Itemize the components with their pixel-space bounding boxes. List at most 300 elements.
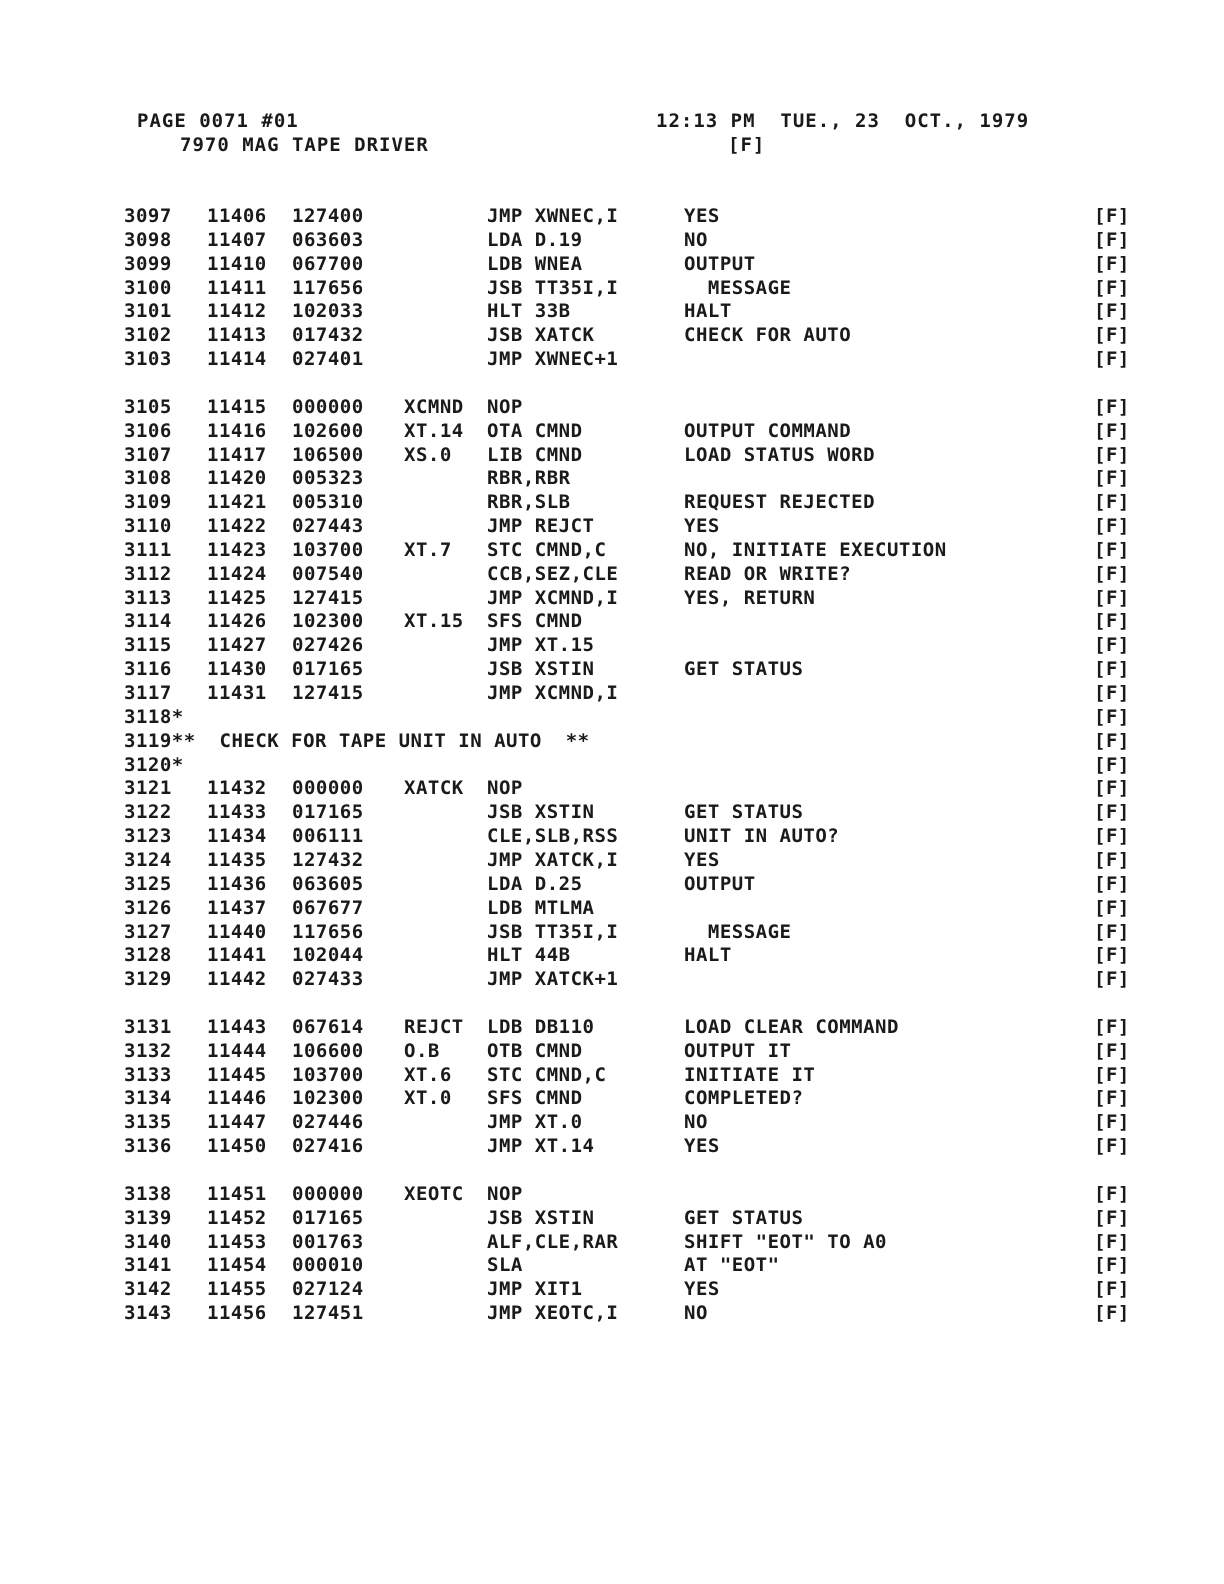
line-address: 11411	[207, 276, 267, 299]
line-comment: OUTPUT IT	[684, 1039, 792, 1062]
line-number: 3100	[124, 276, 172, 299]
line-address: 11454	[207, 1254, 267, 1277]
line-number: 3138	[124, 1182, 172, 1205]
line-flag: [F]	[1094, 1182, 1130, 1205]
listing-line	[0, 323, 1224, 347]
line-instruction: LDA D.25	[487, 872, 583, 895]
line-comment: READ OR WRITE?	[684, 562, 852, 585]
line-address: 11441	[207, 944, 267, 967]
line-number: 3143	[124, 1302, 172, 1325]
line-address: 11423	[207, 538, 267, 561]
listing-line	[0, 609, 1224, 633]
line-remark: 3120*	[124, 753, 184, 776]
line-flag: [F]	[1094, 705, 1130, 728]
line-number: 3115	[124, 634, 172, 657]
line-object-code: 063605	[292, 872, 364, 895]
line-flag: [F]	[1094, 586, 1130, 609]
line-comment: NO	[684, 228, 708, 251]
line-number: 3141	[124, 1254, 172, 1277]
listing-line	[0, 633, 1224, 657]
line-object-code: 067700	[292, 252, 364, 275]
line-comment: LOAD CLEAR COMMAND	[684, 1015, 899, 1038]
line-comment: YES	[684, 1135, 720, 1158]
line-address: 11433	[207, 801, 267, 824]
line-comment: NO	[684, 1302, 708, 1325]
listing-line	[0, 776, 1224, 800]
listing-line	[0, 419, 1224, 443]
line-address: 11447	[207, 1111, 267, 1134]
line-flag: [F]	[1094, 395, 1130, 418]
line-address: 11426	[207, 610, 267, 633]
line-label: XT.6	[404, 1063, 452, 1086]
line-number: 3117	[124, 682, 172, 704]
listing-line	[0, 657, 1224, 681]
listing-line	[0, 466, 1224, 490]
line-object-code: 067614	[292, 1015, 364, 1038]
listing-line	[0, 1230, 1224, 1254]
line-number: 3114	[124, 610, 172, 633]
line-object-code: 001763	[292, 1230, 364, 1253]
line-address: 11414	[207, 348, 267, 371]
line-number: 3111	[124, 538, 172, 561]
line-object-code: 007540	[292, 562, 364, 585]
line-instruction: JSB XSTIN	[487, 801, 595, 824]
line-object-code: 106500	[292, 443, 364, 466]
line-address: 11410	[207, 252, 267, 275]
line-instruction: JMP XWNEC,I	[487, 205, 619, 227]
listing-line	[0, 1253, 1224, 1277]
line-flag: [F]	[1094, 1230, 1130, 1253]
line-object-code: 005323	[292, 467, 364, 490]
line-comment: INITIATE IT	[684, 1063, 816, 1086]
line-comment: OUTPUT COMMAND	[684, 419, 852, 442]
line-object-code: 027426	[292, 634, 364, 657]
line-flag: [F]	[1094, 896, 1130, 919]
line-flag: [F]	[1094, 228, 1130, 251]
line-label: XCMND	[404, 395, 464, 418]
document-title: 7970 MAG TAPE DRIVER	[180, 134, 429, 156]
line-instruction: JMP XT.15	[487, 634, 595, 657]
line-instruction: JMP XT.14	[487, 1135, 595, 1158]
listing-line	[0, 276, 1224, 300]
line-object-code: 000000	[292, 777, 364, 800]
line-comment: HALT	[684, 300, 732, 323]
line-address: 11427	[207, 634, 267, 657]
line-instruction: JMP XCMND,I	[487, 682, 619, 704]
line-number: 3098	[124, 228, 172, 251]
line-comment: MESSAGE	[684, 920, 792, 943]
line-comment: NO	[684, 1111, 708, 1134]
line-flag: [F]	[1094, 634, 1130, 657]
line-instruction: SFS CMND	[487, 1087, 583, 1110]
line-object-code: 106600	[292, 1039, 364, 1062]
line-address: 11435	[207, 848, 267, 871]
line-instruction: JMP XATCK+1	[487, 968, 619, 991]
line-comment: MESSAGE	[684, 276, 792, 299]
line-object-code: 127415	[292, 682, 364, 704]
line-object-code: 000000	[292, 395, 364, 418]
line-flag: [F]	[1094, 825, 1130, 848]
line-number: 3108	[124, 467, 172, 490]
line-object-code: 005310	[292, 491, 364, 514]
line-address: 11432	[207, 777, 267, 800]
line-object-code: 103700	[292, 538, 364, 561]
line-flag: [F]	[1094, 944, 1130, 967]
listing-line	[0, 538, 1224, 562]
line-flag: [F]	[1094, 562, 1130, 585]
line-comment: NO, INITIATE EXECUTION	[684, 538, 947, 561]
listing-line	[0, 562, 1224, 586]
line-address: 11442	[207, 968, 267, 991]
line-comment: OUTPUT	[684, 872, 756, 895]
line-number: 3131	[124, 1015, 172, 1038]
line-address: 11446	[207, 1087, 267, 1110]
listing-line	[0, 347, 1224, 371]
line-address: 11422	[207, 515, 267, 538]
line-object-code: 117656	[292, 920, 364, 943]
line-object-code: 000010	[292, 1254, 364, 1277]
listing-line	[0, 490, 1224, 514]
line-instruction: LDB WNEA	[487, 252, 583, 275]
listing-line	[0, 896, 1224, 920]
listing-line	[0, 1086, 1224, 1110]
line-instruction: JSB XATCK	[487, 324, 595, 347]
line-instruction: LDB MTLMA	[487, 896, 595, 919]
line-instruction: JMP XEOTC,I	[487, 1302, 619, 1325]
page-number: PAGE 0071 #01	[137, 110, 299, 132]
line-address: 11417	[207, 443, 267, 466]
line-instruction: JSB XSTIN	[487, 1206, 595, 1229]
line-flag: [F]	[1094, 1254, 1130, 1277]
line-flag: [F]	[1094, 968, 1130, 991]
line-comment: REQUEST REJECTED	[684, 491, 876, 514]
listing-line	[0, 681, 1224, 705]
line-comment: AT "EOT"	[684, 1254, 780, 1277]
line-address: 11421	[207, 491, 267, 514]
listing-line	[0, 729, 1224, 753]
line-object-code: 027416	[292, 1135, 364, 1158]
listing-line	[0, 1015, 1224, 1039]
line-object-code: 102300	[292, 610, 364, 633]
line-address: 11456	[207, 1302, 267, 1325]
line-comment: YES	[684, 848, 720, 871]
line-object-code: 127415	[292, 586, 364, 609]
line-number: 3139	[124, 1206, 172, 1229]
line-instruction: ALF,CLE,RAR	[487, 1230, 619, 1253]
listing-line	[0, 824, 1224, 848]
line-number: 3129	[124, 968, 172, 991]
line-instruction: RBR,RBR	[487, 467, 571, 490]
line-object-code: 127432	[292, 848, 364, 871]
line-address: 11445	[207, 1063, 267, 1086]
listing-line	[0, 228, 1224, 252]
listing-line	[0, 848, 1224, 872]
line-flag: [F]	[1094, 1206, 1130, 1229]
line-remark: 3118*	[124, 705, 184, 728]
line-flag: [F]	[1094, 753, 1130, 776]
line-flag: [F]	[1094, 1111, 1130, 1134]
line-comment: GET STATUS	[684, 801, 804, 824]
line-instruction: SLA	[487, 1254, 523, 1277]
line-comment: YES	[684, 1278, 720, 1301]
line-flag: [F]	[1094, 443, 1130, 466]
line-label: XT.0	[404, 1087, 452, 1110]
line-flag: [F]	[1094, 658, 1130, 681]
line-instruction: OTB CMND	[487, 1039, 583, 1062]
line-instruction: JMP XIT1	[487, 1278, 583, 1301]
line-flag: [F]	[1094, 538, 1130, 561]
line-flag: [F]	[1094, 300, 1130, 323]
line-address: 11443	[207, 1015, 267, 1038]
line-flag: [F]	[1094, 252, 1130, 275]
line-number: 3127	[124, 920, 172, 943]
line-address: 11437	[207, 896, 267, 919]
listing-line	[0, 705, 1224, 729]
line-address: 11434	[207, 825, 267, 848]
line-address: 11453	[207, 1230, 267, 1253]
line-object-code: 027443	[292, 515, 364, 538]
line-number: 3142	[124, 1278, 172, 1301]
line-comment: YES	[684, 515, 720, 538]
line-address: 11416	[207, 419, 267, 442]
line-number: 3105	[124, 395, 172, 418]
line-comment: CHECK FOR AUTO	[684, 324, 852, 347]
line-address: 11420	[207, 467, 267, 490]
line-number: 3132	[124, 1039, 172, 1062]
listing-line	[0, 753, 1224, 777]
line-flag: [F]	[1094, 1015, 1130, 1038]
listing-line	[0, 204, 1224, 228]
line-instruction: STC CMND,C	[487, 538, 607, 561]
line-instruction: JMP XT.0	[487, 1111, 583, 1134]
line-address: 11425	[207, 586, 267, 609]
listing-line	[0, 299, 1224, 323]
line-flag: [F]	[1094, 276, 1130, 299]
line-instruction: JMP XCMND,I	[487, 586, 619, 609]
line-object-code: 027124	[292, 1278, 364, 1301]
line-label: XS.0	[404, 443, 452, 466]
line-instruction: HLT 44B	[487, 944, 571, 967]
line-flag: [F]	[1094, 348, 1130, 371]
line-address: 11415	[207, 395, 267, 418]
line-number: 3099	[124, 252, 172, 275]
line-address: 11455	[207, 1278, 267, 1301]
line-flag: [F]	[1094, 491, 1130, 514]
line-object-code: 127400	[292, 205, 364, 227]
line-label: REJCT	[404, 1015, 464, 1038]
line-object-code: 017165	[292, 658, 364, 681]
line-object-code: 117656	[292, 276, 364, 299]
line-address: 11413	[207, 324, 267, 347]
line-object-code: 102044	[292, 944, 364, 967]
line-flag: [F]	[1094, 682, 1130, 704]
line-instruction: JSB XSTIN	[487, 658, 595, 681]
line-comment: HALT	[684, 944, 732, 967]
line-number: 3113	[124, 586, 172, 609]
listing-line	[0, 1134, 1224, 1158]
line-flag: [F]	[1094, 1063, 1130, 1086]
line-label: XT.14	[404, 419, 464, 442]
line-comment: GET STATUS	[684, 1206, 804, 1229]
line-instruction: STC CMND,C	[487, 1063, 607, 1086]
line-object-code: 017432	[292, 324, 364, 347]
line-instruction: NOP	[487, 1182, 523, 1205]
listing-line	[0, 252, 1224, 276]
line-label: XEOTC	[404, 1182, 464, 1205]
line-number: 3135	[124, 1111, 172, 1134]
listing-line	[0, 1301, 1224, 1325]
line-object-code: 067677	[292, 896, 364, 919]
line-instruction: LDB DB110	[487, 1015, 595, 1038]
line-object-code: 027446	[292, 1111, 364, 1134]
line-flag: [F]	[1094, 467, 1130, 490]
line-object-code: 063603	[292, 228, 364, 251]
line-instruction: RBR,SLB	[487, 491, 571, 514]
line-comment: LOAD STATUS WORD	[684, 443, 876, 466]
listing-line	[0, 1063, 1224, 1087]
listing-line	[0, 1206, 1224, 1230]
line-number: 3133	[124, 1063, 172, 1086]
line-flag: [F]	[1094, 324, 1130, 347]
listing-line	[0, 800, 1224, 824]
line-instruction: OTA CMND	[487, 419, 583, 442]
line-flag: [F]	[1094, 205, 1130, 227]
line-comment: COMPLETED?	[684, 1087, 804, 1110]
line-object-code: 127451	[292, 1302, 364, 1325]
line-number: 3124	[124, 848, 172, 871]
line-flag: [F]	[1094, 515, 1130, 538]
listing-line	[0, 586, 1224, 610]
line-number: 3125	[124, 872, 172, 895]
line-number: 3134	[124, 1087, 172, 1110]
line-object-code: 027433	[292, 968, 364, 991]
line-instruction: LIB CMND	[487, 443, 583, 466]
line-object-code: 102300	[292, 1087, 364, 1110]
line-number: 3103	[124, 348, 172, 371]
line-comment: GET STATUS	[684, 658, 804, 681]
line-address: 11412	[207, 300, 267, 323]
line-number: 3123	[124, 825, 172, 848]
line-object-code: 027401	[292, 348, 364, 371]
listing-line	[0, 872, 1224, 896]
line-address: 11406	[207, 205, 267, 227]
line-flag: [F]	[1094, 1087, 1130, 1110]
line-number: 3109	[124, 491, 172, 514]
timestamp: 12:13 PM TUE., 23 OCT., 1979	[656, 110, 1030, 132]
line-instruction: CLE,SLB,RSS	[487, 825, 619, 848]
line-object-code: 102600	[292, 419, 364, 442]
listing-line	[0, 1277, 1224, 1301]
line-instruction: NOP	[487, 395, 523, 418]
line-number: 3116	[124, 658, 172, 681]
listing-line	[0, 395, 1224, 419]
line-number: 3126	[124, 896, 172, 919]
listing-line	[0, 514, 1224, 538]
line-object-code: 017165	[292, 1206, 364, 1229]
line-label: O.B	[404, 1039, 440, 1062]
line-flag: [F]	[1094, 777, 1130, 800]
line-number: 3140	[124, 1230, 172, 1253]
line-flag: [F]	[1094, 848, 1130, 871]
line-instruction: JSB TT35I,I	[487, 276, 619, 299]
line-object-code: 102033	[292, 300, 364, 323]
line-address: 11440	[207, 920, 267, 943]
line-number: 3128	[124, 944, 172, 967]
line-instruction: JMP XATCK,I	[487, 848, 619, 871]
line-comment: SHIFT "EOT" TO A0	[684, 1230, 887, 1253]
line-address: 11444	[207, 1039, 267, 1062]
listing-line	[0, 920, 1224, 944]
line-number: 3102	[124, 324, 172, 347]
line-flag: [F]	[1094, 872, 1130, 895]
line-address: 11452	[207, 1206, 267, 1229]
listing-line	[0, 943, 1224, 967]
line-object-code: 006111	[292, 825, 364, 848]
line-object-code: 017165	[292, 801, 364, 824]
line-address: 11450	[207, 1135, 267, 1158]
line-number: 3106	[124, 419, 172, 442]
header-flag: [F]	[728, 134, 766, 156]
line-number: 3101	[124, 300, 172, 323]
line-flag: [F]	[1094, 610, 1130, 633]
line-flag: [F]	[1094, 1302, 1130, 1325]
line-number: 3097	[124, 205, 172, 227]
line-address: 11451	[207, 1182, 267, 1205]
line-label: XT.7	[404, 538, 452, 561]
line-flag: [F]	[1094, 1278, 1130, 1301]
line-number: 3110	[124, 515, 172, 538]
line-instruction: JMP XWNEC+1	[487, 348, 619, 371]
listing-line	[0, 1039, 1224, 1063]
line-address: 11431	[207, 682, 267, 704]
line-number: 3122	[124, 801, 172, 824]
line-flag: [F]	[1094, 1135, 1130, 1158]
line-label: XT.15	[404, 610, 464, 633]
listing-line	[0, 1110, 1224, 1134]
line-flag: [F]	[1094, 729, 1130, 752]
line-object-code: 103700	[292, 1063, 364, 1086]
line-instruction: HLT 33B	[487, 300, 571, 323]
line-instruction: LDA D.19	[487, 228, 583, 251]
line-number: 3121	[124, 777, 172, 800]
line-address: 11407	[207, 228, 267, 251]
line-instruction: SFS CMND	[487, 610, 583, 633]
line-address: 11430	[207, 658, 267, 681]
listing-line	[0, 1182, 1224, 1206]
line-instruction: JSB TT35I,I	[487, 920, 619, 943]
line-instruction: JMP REJCT	[487, 515, 595, 538]
line-address: 11436	[207, 872, 267, 895]
line-address: 11424	[207, 562, 267, 585]
line-flag: [F]	[1094, 801, 1130, 824]
listing-line	[0, 967, 1224, 991]
line-remark: 3119** CHECK FOR TAPE UNIT IN AUTO **	[124, 729, 590, 752]
line-comment: UNIT IN AUTO?	[684, 825, 840, 848]
listing-line	[0, 443, 1224, 467]
line-label: XATCK	[404, 777, 464, 800]
line-comment: YES	[684, 205, 720, 227]
line-number: 3112	[124, 562, 172, 585]
line-instruction: NOP	[487, 777, 523, 800]
line-flag: [F]	[1094, 1039, 1130, 1062]
line-comment: OUTPUT	[684, 252, 756, 275]
line-flag: [F]	[1094, 920, 1130, 943]
line-instruction: CCB,SEZ,CLE	[487, 562, 619, 585]
line-flag: [F]	[1094, 419, 1130, 442]
line-number: 3136	[124, 1135, 172, 1158]
line-comment: YES, RETURN	[684, 586, 816, 609]
line-number: 3107	[124, 443, 172, 466]
